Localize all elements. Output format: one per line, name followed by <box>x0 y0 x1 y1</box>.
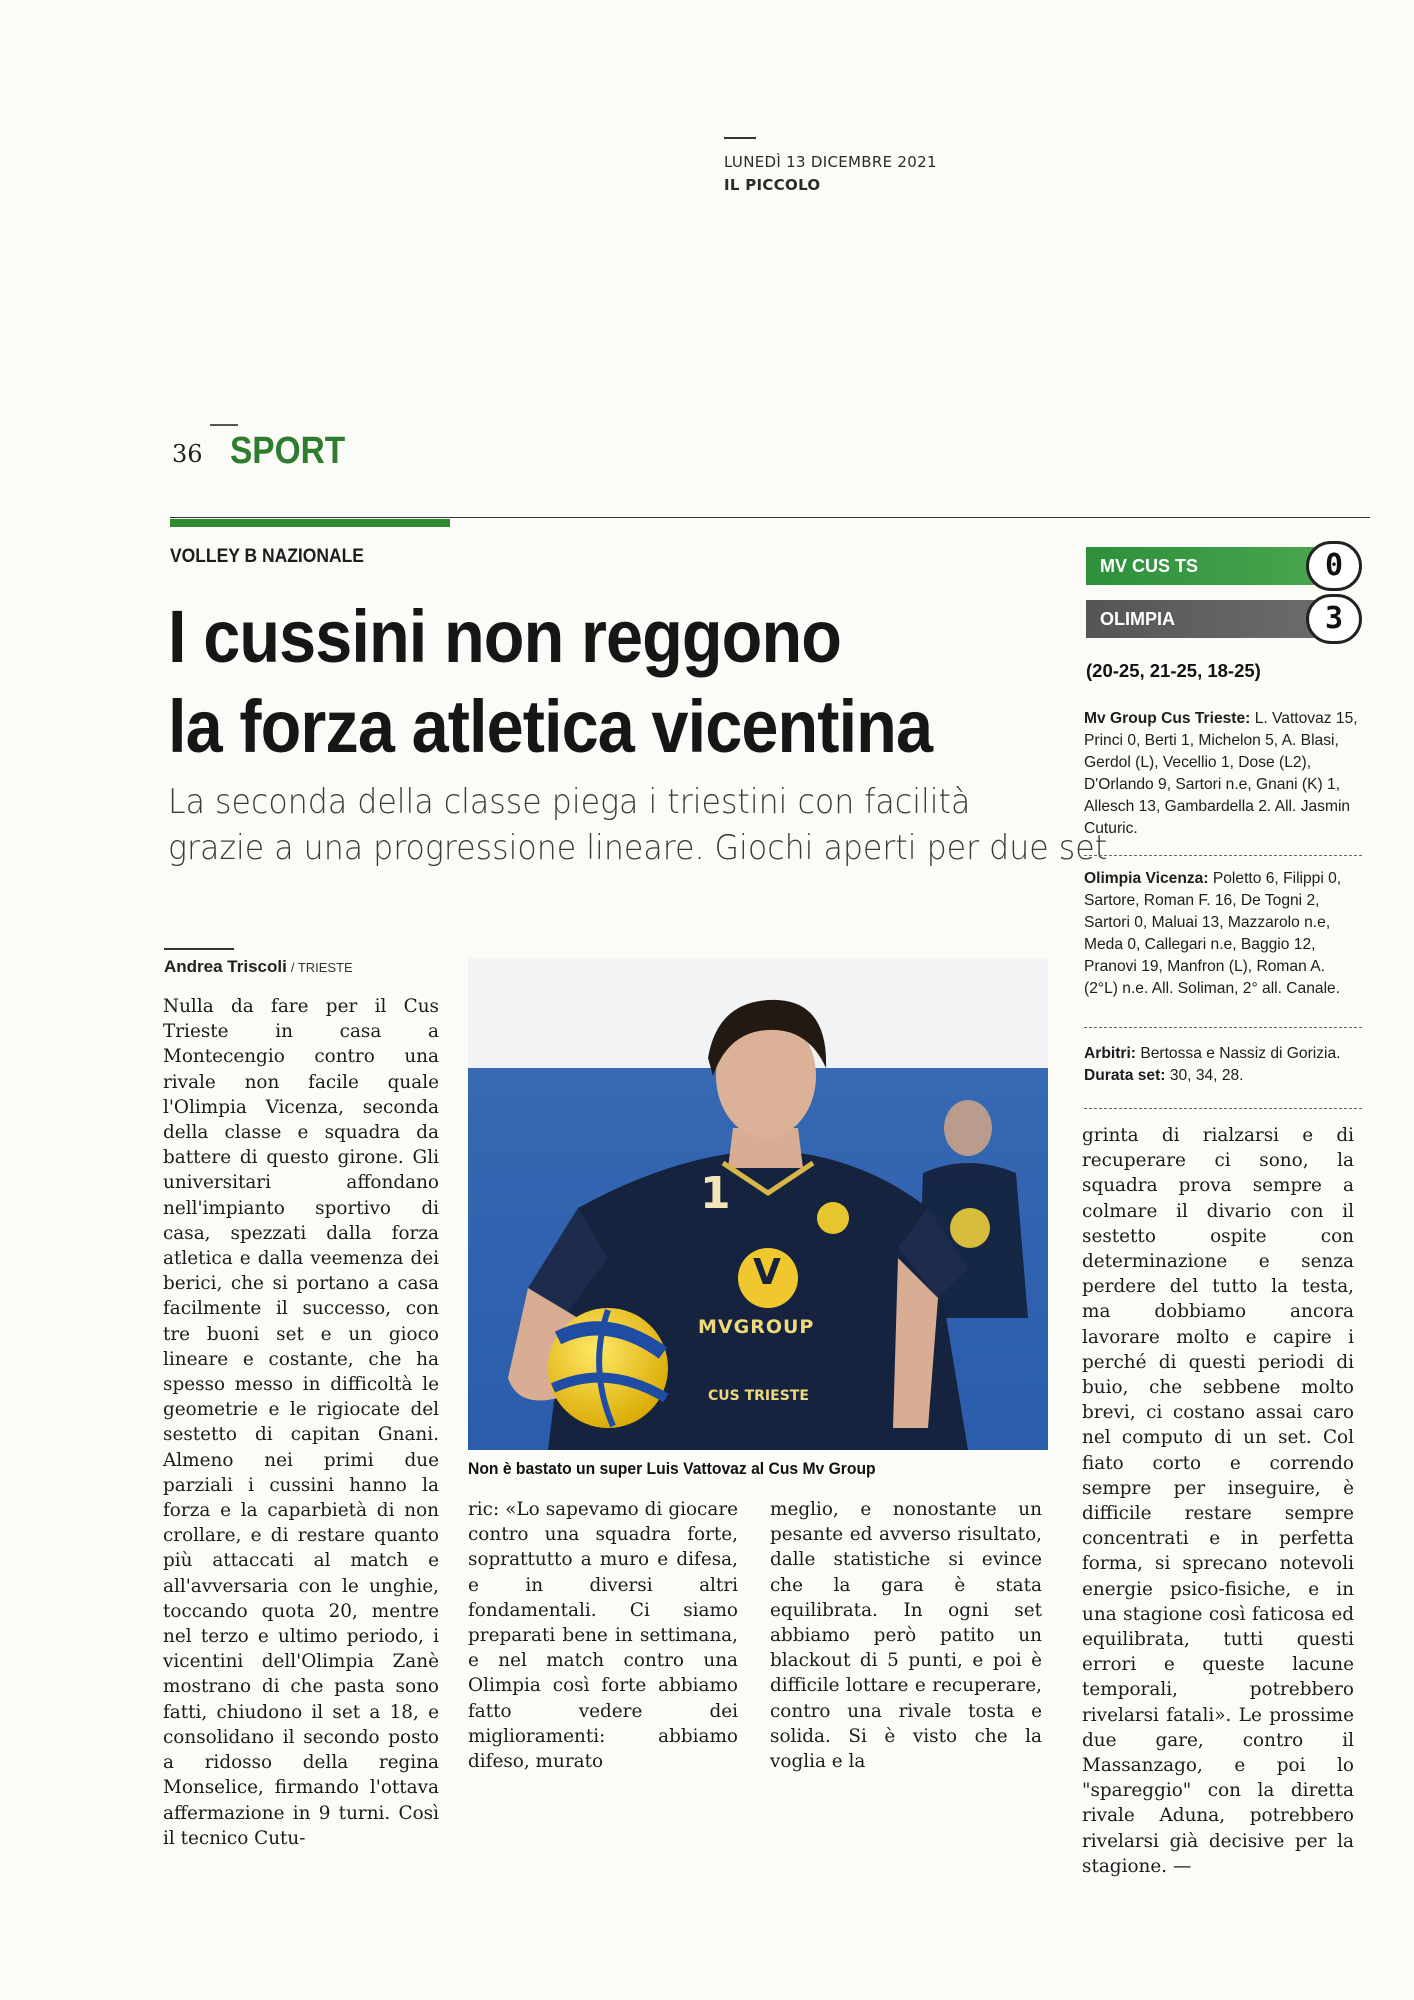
set-scores: (20-25, 21-25, 18-25) <box>1086 660 1261 681</box>
author-name: Andrea Triscoli <box>164 957 287 976</box>
jersey-team: CUS TRIESTE <box>708 1388 809 1404</box>
page-number-rule <box>210 424 238 426</box>
jersey-logo-icon: V <box>753 1252 781 1293</box>
byline-location: / TRIESTE <box>290 960 353 975</box>
divider <box>1084 1027 1362 1028</box>
duration-label: Durata set: <box>1084 1067 1166 1084</box>
away-lineup <box>1084 868 1362 1000</box>
referees-text: Bertossa e Nassiz di Gorizia. <box>1140 1045 1341 1062</box>
away-lineup-label: Olimpia Vicenza: <box>1084 870 1209 887</box>
home-lineup <box>1084 708 1362 840</box>
photo-illustration <box>468 958 1048 1450</box>
away-lineup-text: Poletto 6, Filippi 0, Sartore, Roman F. 16, De Togni 2, Sartori 0, Maluai 13, Mazzarolo n.e, Meda 0, Callegari n.e, Baggio 12, Pranovi 19, Manfron (L), Roman A. (2°L) n.e. All. Soliman, 2° all. Canale. <box>1084 870 1342 997</box>
subheadline-line-2: grazie a una progressione lineare. Giochi aperti per due set <box>168 828 1108 868</box>
article-column-1 <box>163 994 439 1851</box>
section-rule <box>170 517 1370 518</box>
photo-caption: Non è bastato un super Luis Vattovaz al Cus Mv Group <box>468 1460 876 1478</box>
referees-label: Arbitri: <box>1084 1045 1136 1062</box>
byline <box>164 957 353 977</box>
article-column-4 <box>1082 1123 1354 1879</box>
section-accent-bar <box>170 519 450 527</box>
referees-line <box>1084 1043 1362 1065</box>
newspaper-name: IL PICCOLO <box>724 176 821 194</box>
header-rule <box>724 137 756 139</box>
duration-line <box>1084 1065 1362 1087</box>
article-text: ric: «Lo sapevamo di giocare contro una squadra forte, soprattutto a muro e difesa, e in diversi altri fondamentali. Ci siamo preparati bene in settimana, e nel match contro una Olimpia così forte abbiamo fatto vedere dei miglioramenti: abbiamo difeso, murato <box>468 1499 738 1773</box>
byline-rule <box>164 948 234 950</box>
article-column-2 <box>468 1497 738 1774</box>
home-team-score: 0 <box>1306 541 1362 591</box>
headline-line-2: la forza atletica vicentina <box>168 685 933 768</box>
home-team-bar: MV CUS TS <box>1086 547 1326 585</box>
jersey-brand: MVGROUP <box>698 1316 815 1338</box>
page-number: 36 <box>172 440 203 468</box>
divider <box>1084 1108 1362 1109</box>
headline-line-1: I cussini non reggono <box>168 595 842 678</box>
subheadline-line-1: La seconda della classe piega i triestini con facilità <box>168 782 971 822</box>
away-team-bar: OLIMPIA <box>1086 600 1326 638</box>
section-title: SPORT <box>230 430 346 472</box>
article-text: meglio, e nonostante un pesante ed avverso risultato, dalle statistiche si evince che la gara è stata equilibrata. In ogni set abbiamo però patito un blackout di 5 punti, e poi è difficile lottare e recuperare, contro una rivale tosta e solida. Si è visto che la voglia e la <box>770 1499 1042 1773</box>
jersey-number: 1 <box>700 1168 731 1219</box>
issue-date: LUNEDÌ 13 DICEMBRE 2021 <box>724 153 937 171</box>
article-text: grinta di rialzarsi e di recuperare ci sono, la squadra prova sempre a colmare il divario con il sestetto ospite con determinazione e senza perdere del tutto la testa, ma dobbiamo ancora lavorare molto e capire i perché di questi periodi di buio, che sebbene molto brevi, ci costano assai caro nel computo di un set. Col fiato corto e correndo sempre per inseguire, è difficile restare sempre concentrati e in perfetta forma, si sprecano notevoli energie psico-fisiche, e in una stagione così faticosa ed equilibrata, tutti questi errori e queste lacune temporali, potrebbero rivelarsi fatali». Le prossime due gare, contro il Massanzago, e poi lo "spareggio" con la diretta rivale Aduna, potrebbero rivelarsi già decisive per la stagione. — <box>1082 1125 1354 1877</box>
home-lineup-text: L. Vattovaz 15, Princi 0, Berti 1, Michelon 5, A. Blasi, Gerdol (L), Vecellio 1, Dose (L2), D'Orlando 9, Sartori n.e, Gnani (K) 1, Allesch 13, Gambardella 2. All. Jasmin Cuturic. <box>1084 710 1358 837</box>
player-photo <box>468 958 1048 1450</box>
home-lineup-label: Mv Group Cus Trieste: <box>1084 710 1251 727</box>
duration-text: 30, 34, 28. <box>1169 1067 1244 1084</box>
divider <box>1084 855 1362 856</box>
away-team-score: 3 <box>1306 594 1362 644</box>
article-text: Nulla da fare per il Cus Trieste in casa a Montecengio contro una rivale non facile quale l'Olimpia Vicenza, seconda della classe e squadra da battere di questo girone. Gli universitari affondano nell'impianto sportivo di casa, spezzati dalla forza atletica e dalla veemenza dei berici, che si portano a casa facilmente il successo, con tre buoni set e un gioco lineare e costante, che ha spesso messo in difficoltà le geometrie e le rigiocate del sestetto di capitan Gnani. Almeno nei primi due parziali i cussini hanno la forza e la caparbietà di non crollare, e di restare quanto più attaccati al match e all'avversaria con le unghie, toccando quota 20, mentre nel terzo e ultimo periodo, i vicentini dell'Olimpia Zanè mostrano di che pasta sono fatti, chiudono il set a 18, e consolidano il secondo posto a ridosso della regina Monselice, firmando l'ottava affermazione in 9 turni. Così il tecnico Cutu- <box>163 996 439 1849</box>
match-officials <box>1084 1043 1362 1087</box>
article-kicker: VOLLEY B NAZIONALE <box>170 546 364 567</box>
article-column-3 <box>770 1497 1042 1774</box>
